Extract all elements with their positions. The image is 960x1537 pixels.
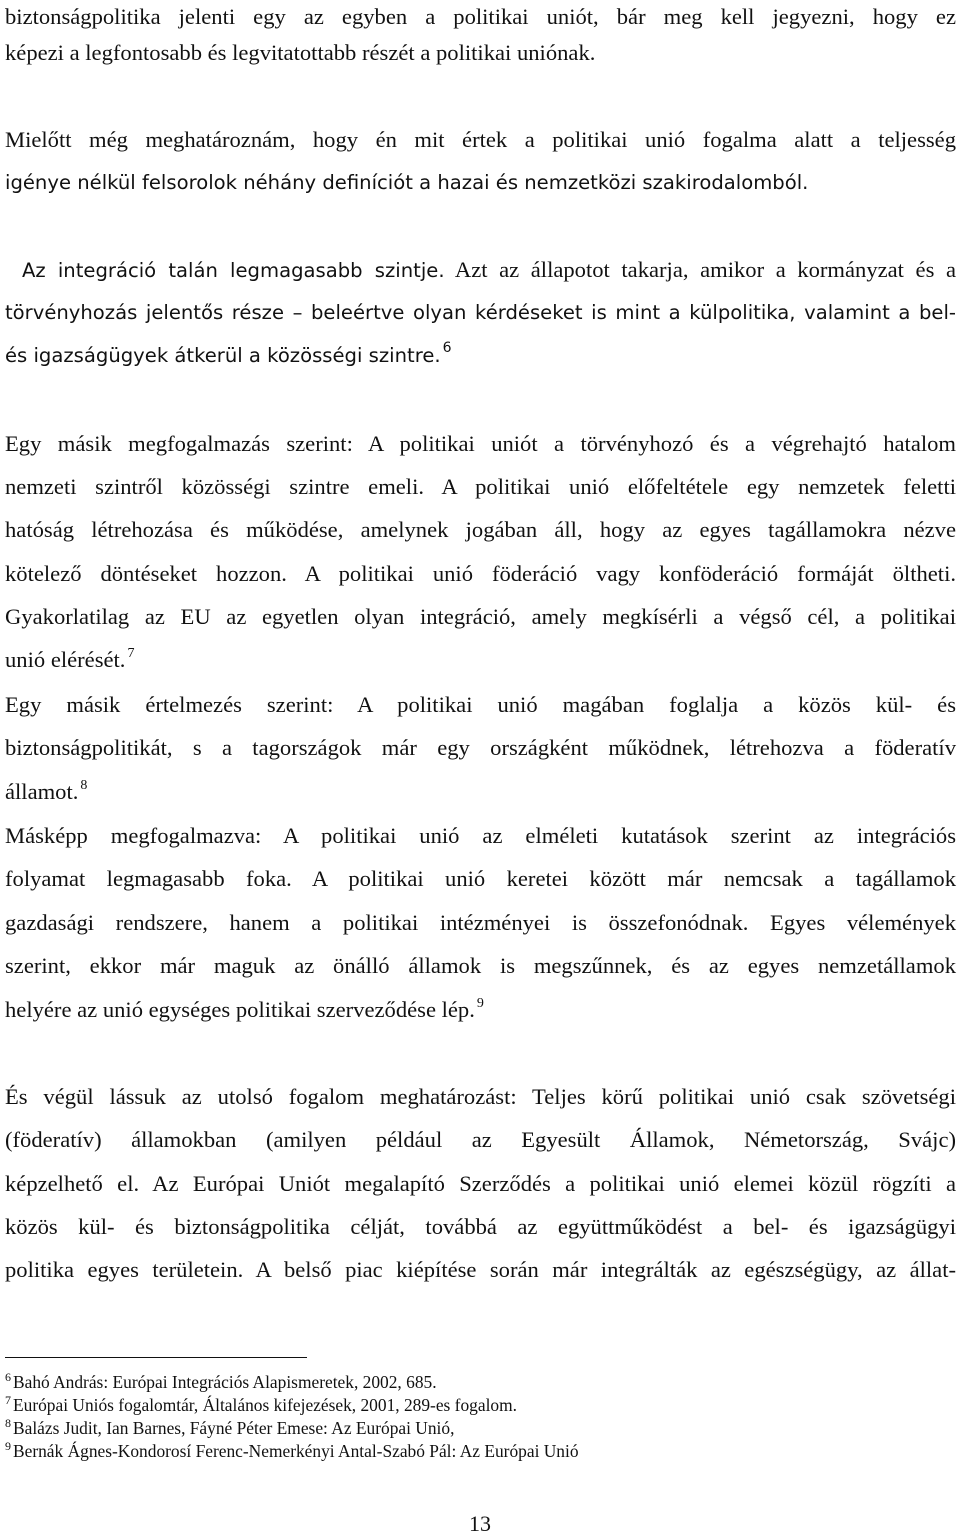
footnote-separator	[5, 1357, 307, 1358]
body-line: És végül lássuk az utolsó fogalom meghatározást: Teljes körű politikai unió csak szövetségi	[5, 1084, 956, 1109]
footnote-ref: 7	[127, 646, 135, 661]
body-line: képzelhető el. Az Európai Uniót megalapító Szerződés a politikai unió elemei közül rögzíti a	[5, 1171, 956, 1196]
footnote-ref: 9	[476, 996, 484, 1011]
body-line: Mielőtt még meghatároznám, hogy én mit értek a politikai unió fogalma alatt a teljesség	[5, 127, 956, 152]
body-line: biztonságpolitika jelenti egy az egyben a politikai uniót, bár meg kell jegyezni, hogy ez	[5, 4, 956, 29]
body-line: gazdasági rendszere, hanem a politikai intézményei is összefonódnak. Egyes vélemények	[5, 910, 956, 935]
body-line: Egy másik megfogalmazás szerint: A politikai uniót a törvényhozó és a végrehajtó hatalom	[5, 431, 956, 456]
body-line: Egy másik értelmezés szerint: A politikai unió magában foglalja a közös kül- és	[5, 692, 956, 717]
footnote-ref: 8	[80, 778, 88, 793]
body-line: Az integráció talán legmagasabb szintje. Azt az állapotot takarja, amikor a kormányzat és a	[22, 257, 956, 282]
body-line: unió elérését. $^7$	[5, 646, 135, 672]
body-line: folyamat legmagasabb foka. A politikai unió keretei között már nemcsak a tagállamok	[5, 866, 956, 891]
body-line: Gyakorlatilag az EU az egyetlen olyan integráció, amely megkísérli a végső cél, a politikai	[5, 604, 956, 629]
body-line: képezi a legfontosabb és legvitatottabb részét a politikai uniónak.	[5, 40, 596, 65]
footnote: $^8$ Balázs Judit, Ian Barnes, Fáyné Péter Emese: Az Európai Unió,	[5, 1416, 455, 1438]
body-line: és igazságügyek átkerül a közösségi szintre. $^6$	[5, 340, 452, 367]
body-line: törvényhozás jelentős része – beleértve olyan kérdéseket is mint a külpolitika, valamint a bel-	[5, 301, 956, 324]
footnote: $^6$ Bahó András: Európai Integrációs Alapismeretek, 2002, 685.	[5, 1370, 437, 1392]
body-line: igénye nélkül felsorolok néhány definíciót a hazai és nemzetközi szakirodalomból.	[5, 171, 809, 194]
footnote: $^7$ Európai Uniós fogalomtár, Általános kifejezések, 2001, 289-es fogalom.	[5, 1393, 517, 1415]
body-line: közös kül- és biztonságpolitika célját, továbbá az együttműködést a bel- és igazságügyi	[5, 1214, 956, 1239]
footnote: $^9$ Bernák Ágnes-Kondorosí Ferenc-Nemerkényi Antal-Szabó Pál: Az Európai Unió	[5, 1439, 579, 1461]
body-line: kötelező döntéseket hozzon. A politikai unió föderáció vagy konföderáció formáját öltheti.	[5, 561, 956, 586]
body-line: politika egyes területein. A belső piac kiépítése során már integrálták az egészségügy, az állat-	[5, 1257, 956, 1282]
body-line: hatóság létrehozása és működése, amelynek jogában áll, hogy az egyes tagállamokra nézve	[5, 517, 956, 542]
body-line: biztonságpolitikát, s a tagországok már egy országként működnek, létrehozva a föderatív	[5, 735, 956, 760]
body-line: államot. $^8$	[5, 778, 88, 804]
body-line: szerint, ekkor már maguk az önálló államok is megszűnnek, és az egyes nemzetállamok	[5, 953, 956, 978]
body-line: Másképp megfogalmazva: A politikai unió az elméleti kutatások szerint az integrációs	[5, 823, 956, 848]
body-line: helyére az unió egységes politikai szerveződése lép. $^9$	[5, 996, 484, 1022]
body-line: nemzeti szintről közösségi szintre emeli. A politikai unió előfeltétele egy nemzetek feletti	[5, 474, 956, 499]
body-line: (föderatív) államokban (amilyen például az Egyesült Államok, Németország, Svájc)	[5, 1127, 956, 1152]
footnote-ref: 6	[442, 340, 452, 356]
page-number: 13	[469, 1511, 491, 1536]
